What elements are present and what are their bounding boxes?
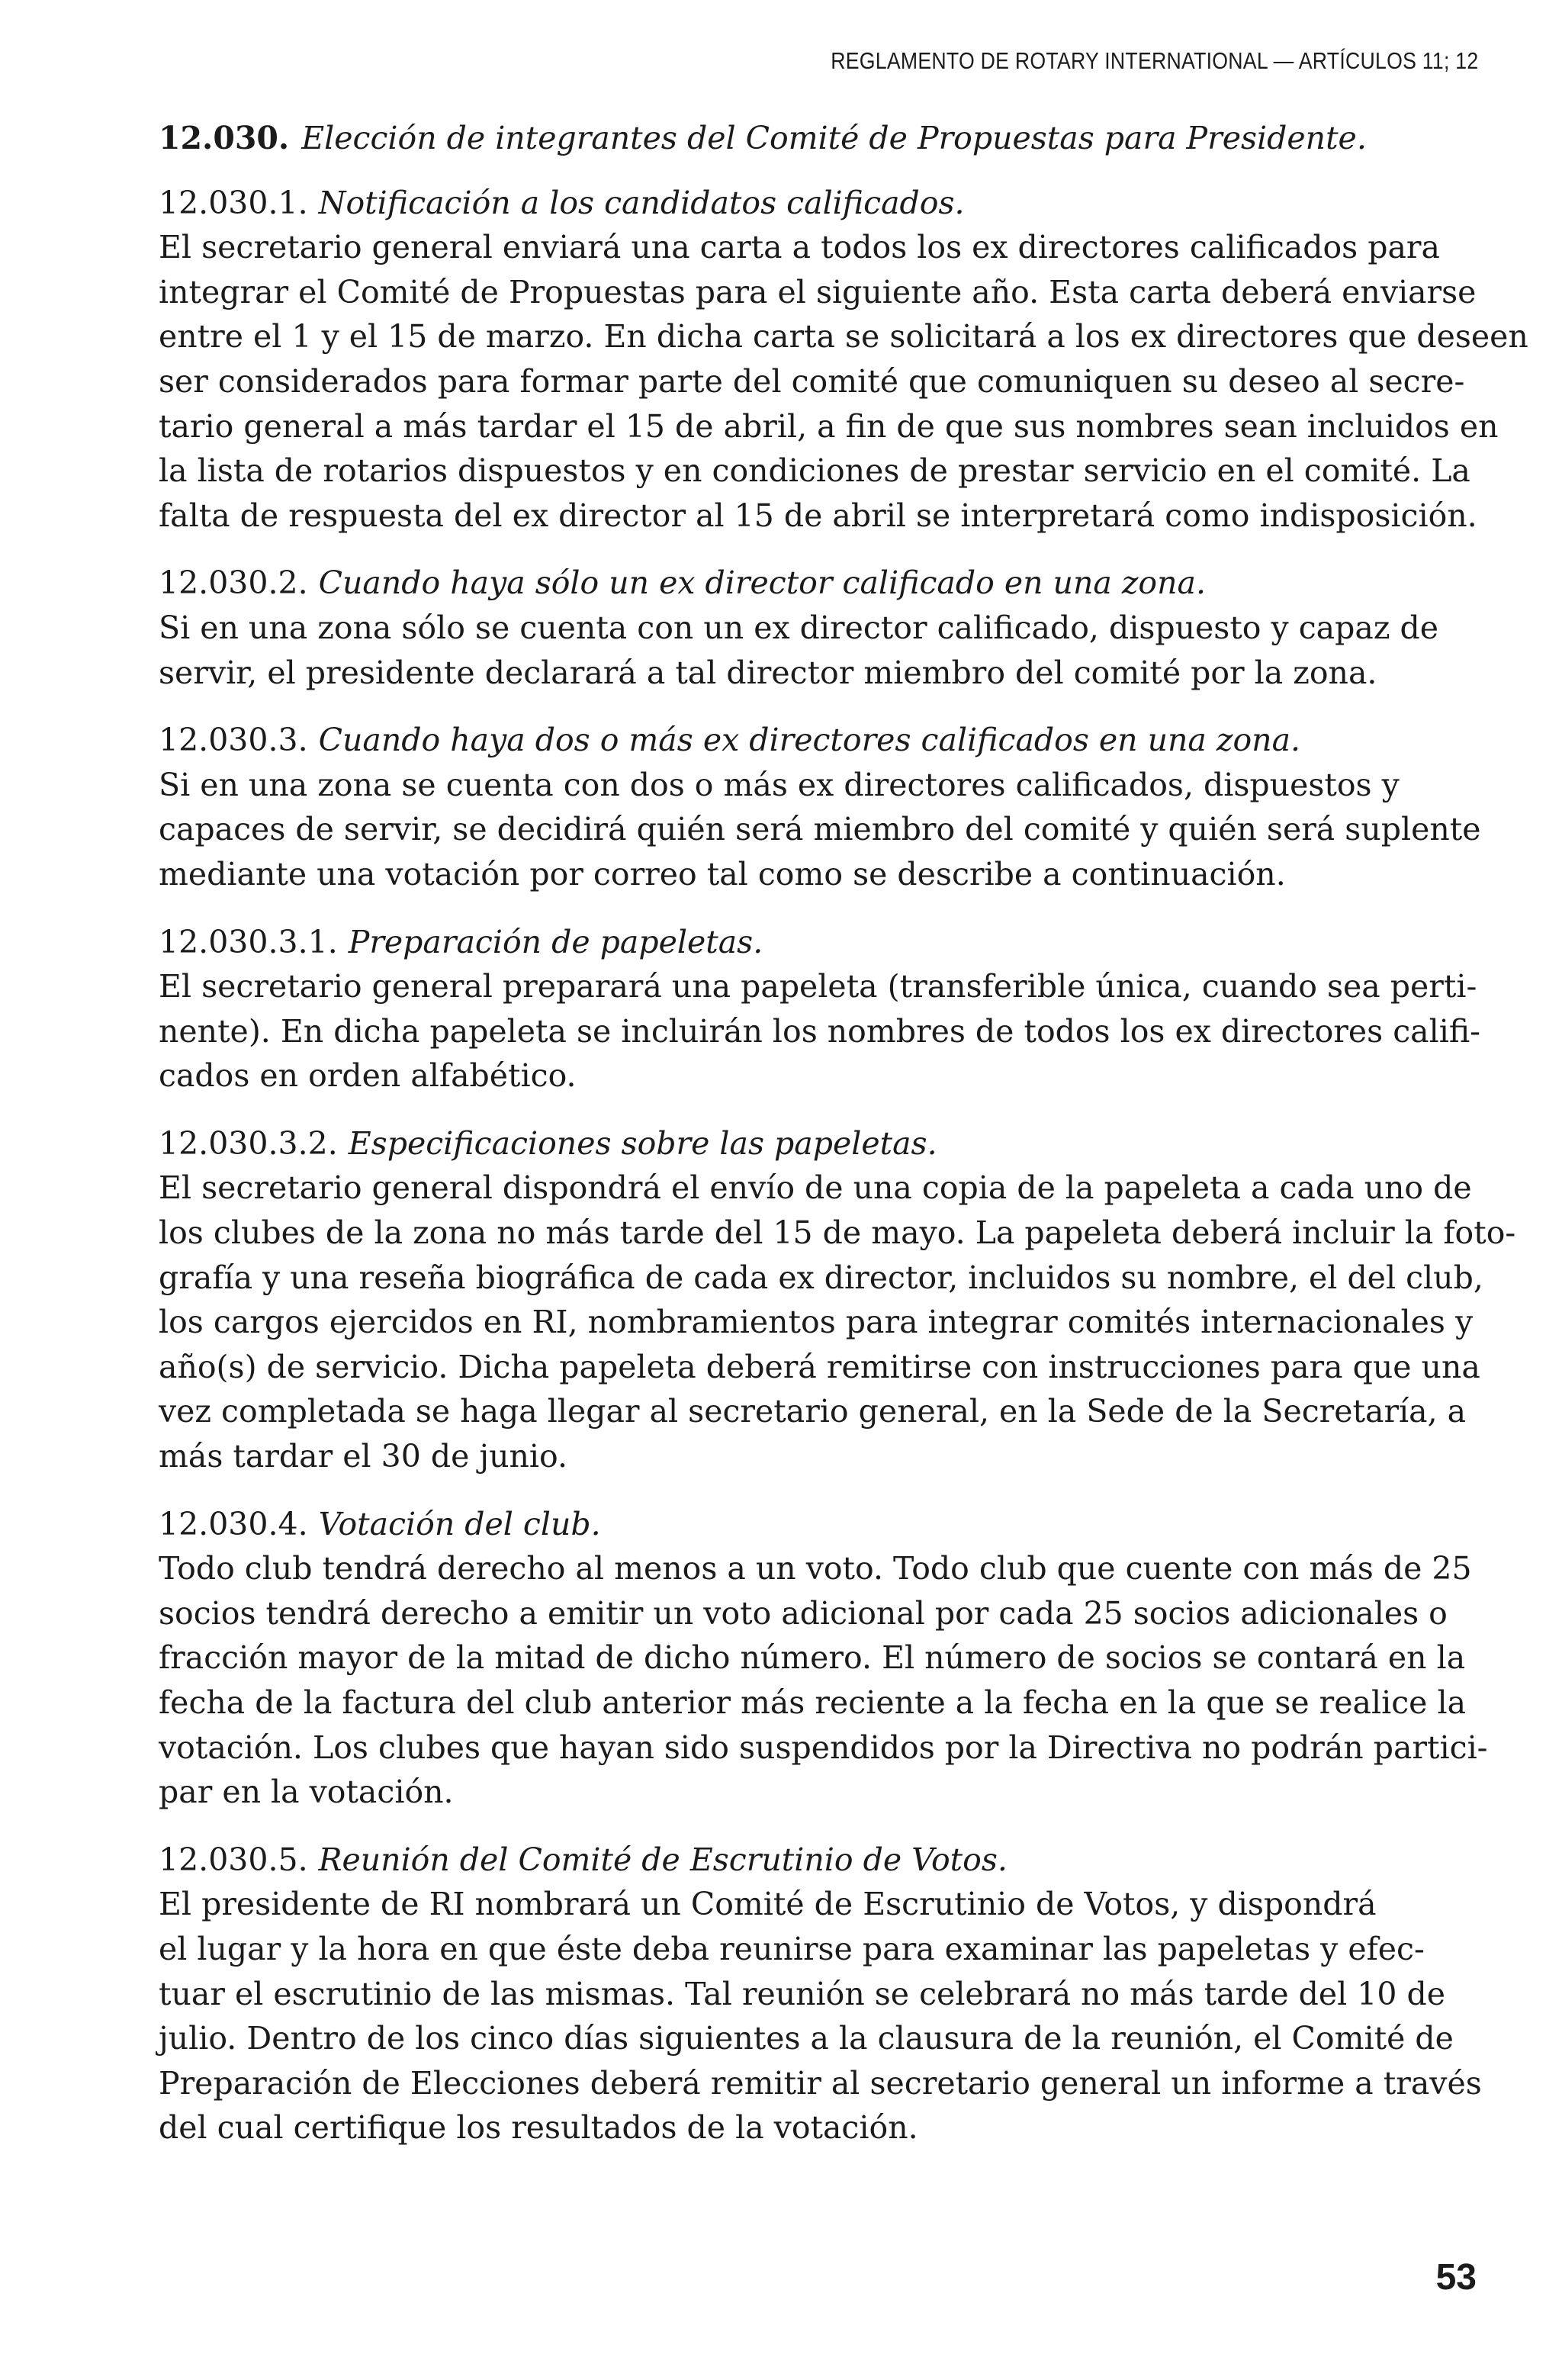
page-content bbox=[159, 116, 1528, 2173]
body-text-line: integrar el Comité de Propuestas para el siguiente año. Esta carta deberá enviarse bbox=[159, 273, 1477, 310]
section-number: 12.030. bbox=[159, 120, 290, 156]
body-text-line: fecha de la factura del club anterior más reciente a la fecha en la que se realice la bbox=[159, 1684, 1467, 1721]
body-text-line: El secretario general dispondrá el envío de una copia de la papeleta a cada uno de bbox=[159, 1169, 1472, 1207]
subsection-title: Votación del club. bbox=[318, 1505, 601, 1542]
body-text-line: año(s) de servicio. Dicha papeleta deberá remitirse con instrucciones para que una bbox=[159, 1348, 1480, 1385]
section-title: Elección de integrantes del Comité de Propuestas para Presidente. bbox=[301, 120, 1367, 156]
subsection-heading bbox=[159, 181, 1461, 226]
subsection-number: 12.030.3. bbox=[159, 722, 308, 759]
body-text-line: falta de respuesta del ex director al 15 de abril se interpretará como indisposición. bbox=[159, 497, 1477, 534]
body-text-line: más tardar el 30 de junio. bbox=[159, 1438, 568, 1475]
body-text-line: El secretario general preparará una papeleta (transferible única, cuando sea perti- bbox=[159, 968, 1477, 1005]
article-subsection bbox=[159, 181, 1528, 539]
body-text-line: del cual certifique los resultados de la votación. bbox=[159, 2109, 918, 2147]
subsection-number: 12.030.2. bbox=[159, 564, 308, 602]
body-text-line: servir, el presidente declarará a tal director miembro del comité por la zona. bbox=[159, 654, 1377, 691]
subsection-number: 12.030.3.1. bbox=[159, 923, 338, 960]
section-heading bbox=[159, 116, 1461, 161]
article-subsection bbox=[159, 1121, 1516, 1479]
article-subsection bbox=[159, 1838, 1482, 2150]
subsection-heading bbox=[159, 920, 1461, 965]
body-text-line: cados en orden alfabético. bbox=[159, 1057, 577, 1095]
subsection-title: Notificación a los candidatos calificados. bbox=[318, 184, 965, 221]
body-text-line: El secretario general enviará una carta a todos los ex directores calificados para bbox=[159, 229, 1440, 266]
body-text-line: tuar el escrutinio de las mismas. Tal reunión se celebrará no más tarde del 10 de bbox=[159, 1975, 1446, 2012]
body-text-line: fracción mayor de la mitad de dicho número. El número de socios se contará en la bbox=[159, 1639, 1466, 1677]
subsection-title: Cuando haya dos o más ex directores calificados en una zona. bbox=[318, 722, 1301, 759]
subsection-heading bbox=[159, 1502, 1461, 1547]
body-text-line: par en la votación. bbox=[159, 1774, 454, 1811]
body-text-line: nente). En dicha papeleta se incluirán los nombres de todos los ex directores califi- bbox=[159, 1012, 1481, 1050]
subsection-title: Especificaciones sobre las papeletas. bbox=[348, 1124, 937, 1162]
subsection-title: Preparación de papeletas. bbox=[348, 923, 763, 960]
body-text-line: Preparación de Elecciones deberá remitir al secretario general un informe a través bbox=[159, 2064, 1482, 2102]
subsection-heading bbox=[159, 561, 1461, 606]
running-header: REGLAMENTO DE ROTARY INTERNATIONAL — ARTÍCULOS 11; 12 bbox=[830, 47, 1478, 74]
subsection-heading bbox=[159, 1121, 1461, 1166]
body-text-line: julio. Dentro de los cinco días siguientes a la clausura de la reunión, el Comité de bbox=[159, 2020, 1454, 2057]
body-text-line: Todo club tendrá derecho al menos a un voto. Todo club que cuente con más de 25 bbox=[159, 1550, 1472, 1587]
subsection-title: Reunión del Comité de Escrutinio de Votos. bbox=[318, 1841, 1008, 1878]
body-text-line: capaces de servir, se decidirá quién será miembro del comité y quién será suplente bbox=[159, 811, 1481, 848]
page-number: 53 bbox=[1435, 2257, 1477, 2298]
body-text-line: los clubes de la zona no más tarde del 15 de mayo. La papeleta deberá incluir la foto- bbox=[159, 1214, 1516, 1252]
subsection-body bbox=[159, 964, 1481, 1098]
body-text-line: tario general a más tardar el 15 de abril, a fin de que sus nombres sean incluidos en bbox=[159, 407, 1499, 445]
body-text-line: vez completada se haga llegar al secretario general, en la Sede de la Secretaría, a bbox=[159, 1393, 1467, 1430]
body-text-line: ser considerados para formar parte del comité que comuniquen su deseo al secre- bbox=[159, 362, 1465, 400]
subsection-list bbox=[159, 181, 1528, 2150]
body-text-line: los cargos ejercidos en RI, nombramientos para integrar comités internacionales y bbox=[159, 1304, 1474, 1341]
body-text-line: socios tendrá derecho a emitir un voto adicional por cada 25 socios adicionales o bbox=[159, 1594, 1448, 1632]
subsection-number: 12.030.1. bbox=[159, 184, 308, 221]
subsection-body bbox=[159, 1166, 1516, 1478]
body-text-line: mediante una votación por correo tal como se describe a continuación. bbox=[159, 855, 1286, 892]
subsection-number: 12.030.3.2. bbox=[159, 1124, 338, 1162]
subsection-body bbox=[159, 763, 1481, 897]
subsection-number: 12.030.5. bbox=[159, 1841, 308, 1878]
subsection-heading bbox=[159, 718, 1461, 763]
body-text-line: la lista de rotarios dispuestos y en condiciones de prestar servicio en el comité. La bbox=[159, 452, 1470, 490]
subsection-body bbox=[159, 1882, 1482, 2150]
body-text-line: el lugar y la hora en que éste deba reunirse para examinar las papeletas y efec- bbox=[159, 1930, 1425, 1967]
body-text-line: Si en una zona sólo se cuenta con un ex director calificado, dispuesto y capaz de bbox=[159, 609, 1438, 646]
subsection-title: Cuando haya sólo un ex director calificado en una zona. bbox=[318, 564, 1206, 602]
article-subsection bbox=[159, 1502, 1488, 1815]
subsection-body bbox=[159, 1546, 1488, 1815]
body-text-line: Si en una zona se cuenta con dos o más ex directores calificados, dispuestos y bbox=[159, 766, 1400, 803]
subsection-heading bbox=[159, 1838, 1461, 1883]
subsection-body bbox=[159, 606, 1461, 695]
article-subsection bbox=[159, 561, 1461, 695]
article-subsection bbox=[159, 718, 1481, 896]
body-text-line: votación. Los clubes que hayan sido suspendidos por la Directiva no podrán partici- bbox=[159, 1729, 1488, 1766]
subsection-body bbox=[159, 225, 1528, 538]
body-text-line: grafía y una reseña biográfica de cada ex director, incluidos su nombre, el del club, bbox=[159, 1259, 1483, 1296]
body-text-line: entre el 1 y el 15 de marzo. En dicha carta se solicitará a los ex directores que deseen bbox=[159, 318, 1528, 355]
body-text-line: El presidente de RI nombrará un Comité de Escrutinio de Votos, y dispondrá bbox=[159, 1886, 1377, 1923]
article-subsection bbox=[159, 920, 1481, 1098]
subsection-number: 12.030.4. bbox=[159, 1505, 308, 1542]
